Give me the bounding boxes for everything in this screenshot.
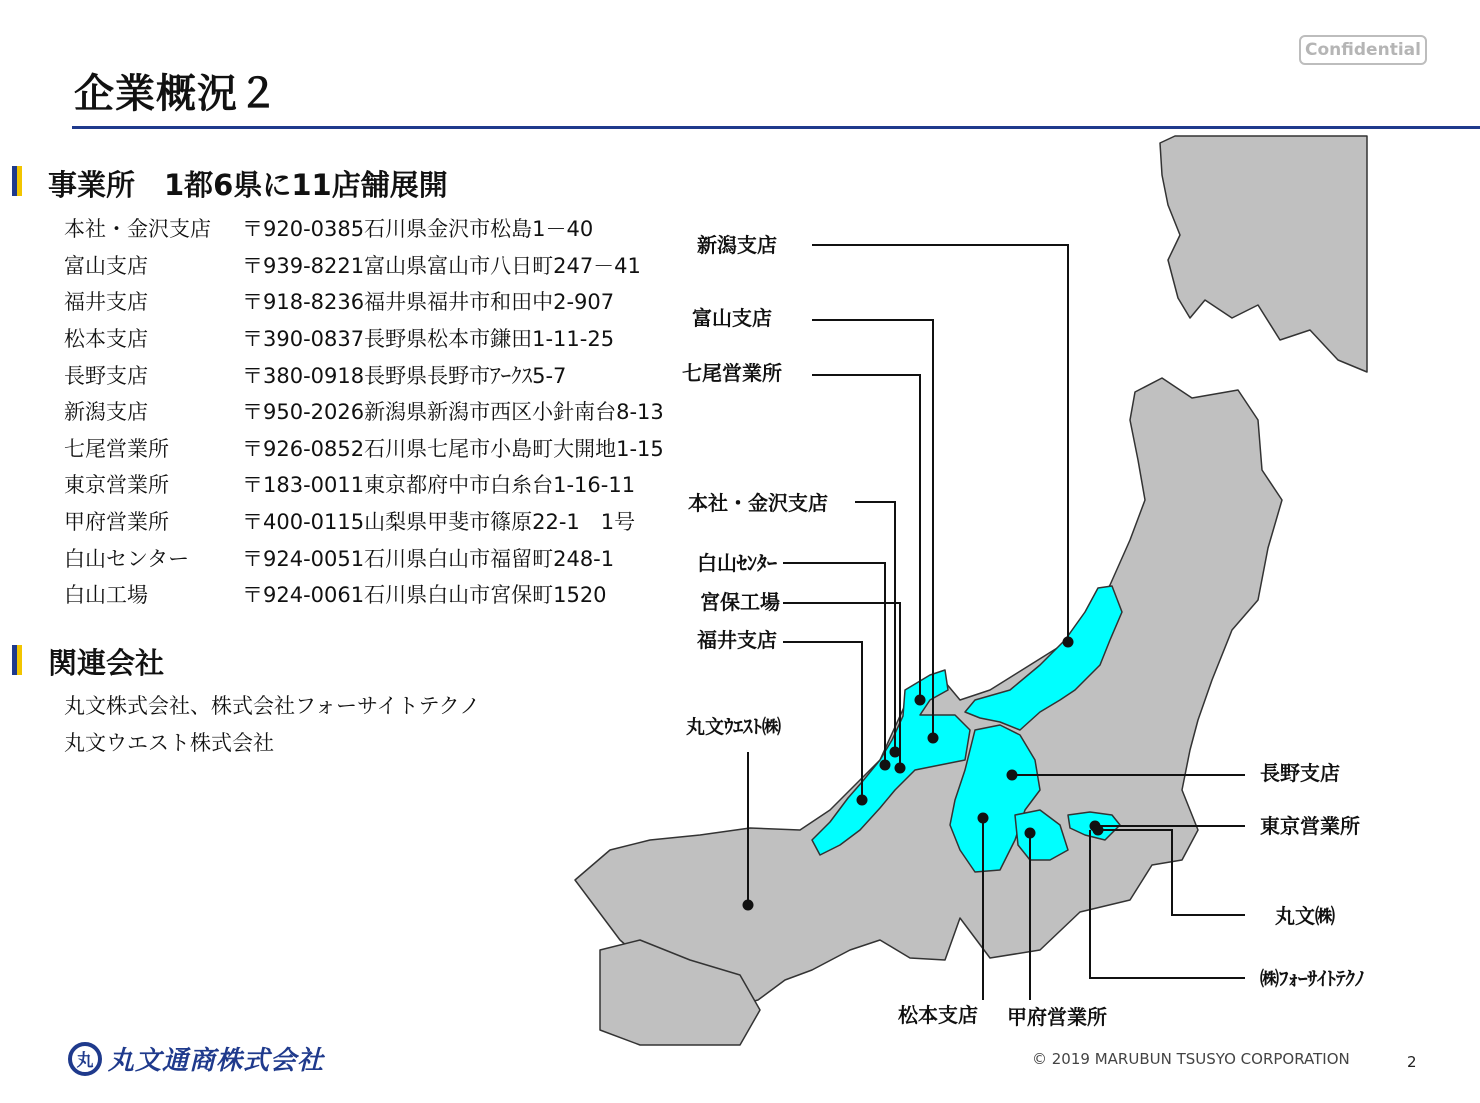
label-toyama: 富山支店 bbox=[692, 306, 772, 330]
logo-mark-icon: 丸 bbox=[68, 1042, 102, 1076]
office-name: 新潟支店 bbox=[64, 400, 148, 425]
office-address: 〒183-0011東京都府中市白糸台1-16-11 bbox=[242, 473, 636, 498]
leader-niigata bbox=[812, 245, 1068, 640]
label-matsumoto: 松本支店 bbox=[898, 1003, 978, 1027]
label-foresight: ㈱ﾌｫｰｻｲﾄﾃｸﾉ bbox=[1260, 968, 1365, 990]
page-number: 2 bbox=[1407, 1053, 1417, 1071]
dot-marubun bbox=[1093, 825, 1104, 836]
dot-nagano bbox=[1007, 770, 1018, 781]
office-address: 〒380-0918長野県長野市ｱｰｸｽ5-7 bbox=[242, 363, 567, 388]
office-address: 〒924-0051石川県白山市福留町248-1 bbox=[242, 546, 615, 571]
leader-fukui bbox=[783, 642, 862, 800]
company-name: 丸文通商株式会社 bbox=[108, 1046, 325, 1076]
office-name: 東京営業所 bbox=[64, 473, 169, 498]
company-logo bbox=[68, 1040, 324, 1077]
leader-miyabo bbox=[783, 603, 900, 768]
leader-nanao bbox=[812, 375, 920, 700]
label-nagano: 長野支店 bbox=[1260, 761, 1340, 785]
office-name: 白山センター bbox=[64, 546, 190, 571]
dot-hakusan bbox=[880, 760, 891, 771]
office-name: 白山工場 bbox=[64, 583, 148, 608]
label-kofu: 甲府営業所 bbox=[1007, 1005, 1107, 1029]
dot-kofu bbox=[1025, 828, 1036, 839]
dot-matsumoto bbox=[978, 813, 989, 824]
office-address: 〒918-8236福井県福井市和田中2-907 bbox=[242, 290, 615, 315]
office-name: 富山支店 bbox=[64, 253, 148, 278]
affiliates-heading: 関連会社 bbox=[48, 646, 165, 680]
dot-miyabo bbox=[895, 763, 906, 774]
office-address: 〒400-0115山梨県甲斐市篠原22-1 1号 bbox=[242, 510, 636, 535]
office-address: 〒924-0061石川県白山市宮保町1520 bbox=[242, 583, 607, 608]
office-address: 〒920-0385石川県金沢市松島1－40 bbox=[242, 217, 594, 242]
dot-toyama bbox=[928, 733, 939, 744]
confidential-badge: Confidential bbox=[1299, 35, 1427, 65]
label-tokyo: 東京営業所 bbox=[1260, 814, 1360, 838]
affiliates-line: 丸文ウエスト株式会社 bbox=[64, 731, 274, 755]
label-marubun-west: 丸文ｳｴｽﾄ㈱ bbox=[686, 716, 782, 738]
office-name: 甲府営業所 bbox=[64, 510, 169, 535]
copyright: © 2019 MARUBUN TSUSYO CORPORATION bbox=[1032, 1050, 1350, 1068]
office-name: 七尾営業所 bbox=[64, 436, 169, 461]
label-fukui: 福井支店 bbox=[697, 628, 777, 652]
leader-toyama bbox=[812, 320, 933, 738]
office-address: 〒390-0837長野県松本市鎌田1-11-25 bbox=[242, 327, 615, 352]
label-hakusan: 白山ｾﾝﾀｰ bbox=[697, 551, 777, 575]
dot-marubun-west bbox=[743, 900, 754, 911]
office-name: 松本支店 bbox=[64, 327, 148, 352]
offices-heading: 事業所 1都6県に11店舗展開 bbox=[48, 168, 448, 202]
office-name: 本社・金沢支店 bbox=[64, 217, 211, 242]
page-title: 企業概況２ bbox=[74, 71, 279, 117]
label-miyabo: 宮保工場 bbox=[700, 590, 780, 614]
dot-kanazawa bbox=[890, 747, 901, 758]
map-land bbox=[575, 136, 1367, 1045]
leader-hakusan bbox=[783, 563, 885, 765]
dot-fukui bbox=[857, 795, 868, 806]
office-address: 〒950-2026新潟県新潟市西区小針南台8-13 bbox=[242, 400, 664, 425]
label-niigata: 新潟支店 bbox=[697, 233, 777, 257]
office-address: 〒939-8221富山県富山市八日町247－41 bbox=[242, 253, 641, 278]
label-marubun: 丸文㈱ bbox=[1275, 904, 1335, 928]
hokkaido-region bbox=[1160, 136, 1367, 372]
office-name: 長野支店 bbox=[64, 363, 148, 388]
label-kanazawa: 本社・金沢支店 bbox=[688, 491, 828, 515]
dot-nanao bbox=[915, 695, 926, 706]
office-address: 〒926-0852石川県七尾市小島町大開地1-15 bbox=[242, 436, 664, 461]
affiliates-line: 丸文株式会社、株式会社フォーサイトテクノ bbox=[64, 694, 481, 718]
office-name: 福井支店 bbox=[64, 290, 148, 315]
dot-niigata bbox=[1063, 637, 1074, 648]
label-nanao: 七尾営業所 bbox=[682, 361, 782, 385]
